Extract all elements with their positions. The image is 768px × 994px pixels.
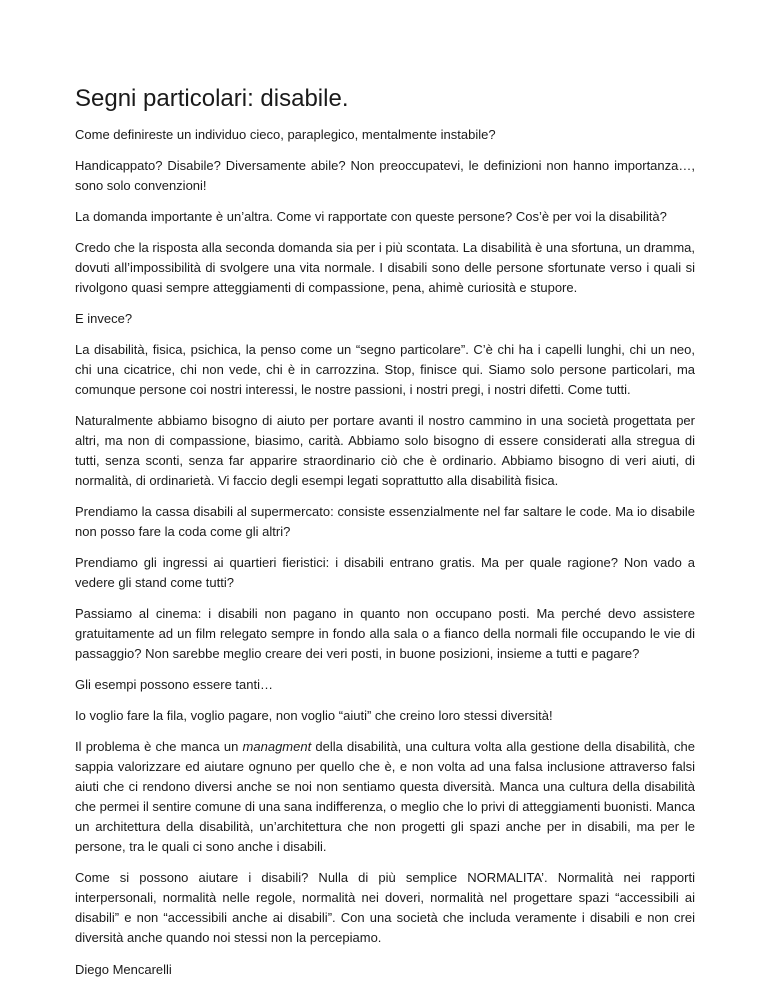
paragraph-1: Come definireste un individuo cieco, paraplegico, mentalmente instabile? (75, 127, 496, 142)
author-signature: Diego Mencarelli (75, 962, 172, 977)
management-text-before: Il problema è che manca un (75, 739, 243, 754)
document-title: Segni particolari: disabile. (75, 85, 349, 112)
paragraph-3: La domanda importante è un’altra. Come vi rapportate con queste persone? Cos’è per voi la disabilità? (75, 209, 667, 224)
paragraph-final: Come si possono aiutare i disabili? Nulla di più semplice NORMALITA’. Normalità nei rapporti interpersonali, normalità nelle regole, normalità nei doveri, normalità nel progettare spazi “accessibili ai disabili” e non “accessibili anche ai disabili”. Con una società che includa veramente i disabili e non crei diversità anche quando noi stessi non la percepiamo. (75, 870, 695, 945)
management-text-after: della disabilità, una cultura volta alla gestione della disabilità, che sappia valorizzare ed aiutare ognuno per quello che è, e non volta ad una falsa inclusione attraverso falsi aiuti che ci rendono diversi anche se noi non sentiamo questa diversità. Manca una cultura della disabilità che permei il sentire comune di una sana indifferenza, o meglio che lo privi di atteggiamenti buonisti. Manca un architettura della disabilità, un’architettura che non progetti gli spazi anche per in disabili, ma per le persone, tra le quali ci sono anche i disabili. (75, 739, 695, 854)
paragraph-10: Passiamo al cinema: i disabili non pagano in quanto non occupano posti. Ma perché devo assistere gratuitamente ad un film relegato sempre in fondo alla sala o a fianco della normali file occupando le vie di passaggio? Non sarebbe meglio creare dei veri posti, in buone posizioni, insieme a tutti e pagare? (75, 606, 695, 661)
paragraph-2: Handicappato? Disabile? Diversamente abile? Non preoccupatevi, le definizioni non hanno importanza…, sono solo convenzioni! (75, 158, 695, 193)
paragraph-12: Io voglio fare la fila, voglio pagare, non voglio “aiuti” che creino loro stessi diversità! (75, 708, 553, 723)
paragraph-6: La disabilità, fisica, psichica, la penso come un “segno particolare”. C’è chi ha i capelli lunghi, chi un neo, chi una cicatrice, chi non vede, chi è in carrozzina. Stop, finisce qui. Siamo solo persone particolari, ma comunque persone coi nostri interessi, le nostre passioni, i nostri pregi, i nostri difetti. Come tutti. (75, 342, 695, 397)
paragraph-4: Credo che la risposta alla seconda domanda sia per i più scontata. La disabilità è una sfortuna, un dramma, dovuti all’impossibilità di svolgere una vita normale. I disabili sono delle persone sfortunate verso i quali si rivolgono quasi sempre atteggiamenti di compassione, pena, ahimè curiosità e stupore. (75, 240, 695, 295)
paragraph-5: E invece? (75, 311, 133, 326)
paragraph-7: Naturalmente abbiamo bisogno di aiuto per portare avanti il nostro cammino in una società progettata per altri, ma non di compassione, biasimo, carità. Abbiamo solo bisogno di essere considerati alla stregua di tutti, senza sconti, senza far apparire straordinario ciò che è ordinario. Abbiamo bisogno di veri aiuti, di normalità, di ordinarietà. Vi faccio degli esempi legati soprattutto alla disabilità fisica. (75, 413, 695, 488)
paragraph-11: Gli esempi possono essere tanti… (75, 677, 273, 692)
paragraph-9: Prendiamo gli ingressi ai quartieri fieristici: i disabili entrano gratis. Ma per quale ragione? Non vado a vedere gli stand come tutti? (75, 555, 695, 590)
paragraph-management (75, 737, 695, 857)
paragraph-8: Prendiamo la cassa disabili al supermercato: consiste essenzialmente nel far saltare le code. Ma io disabile non posso fare la coda come gli altri? (75, 504, 695, 539)
management-emphasis: managment (242, 739, 312, 754)
